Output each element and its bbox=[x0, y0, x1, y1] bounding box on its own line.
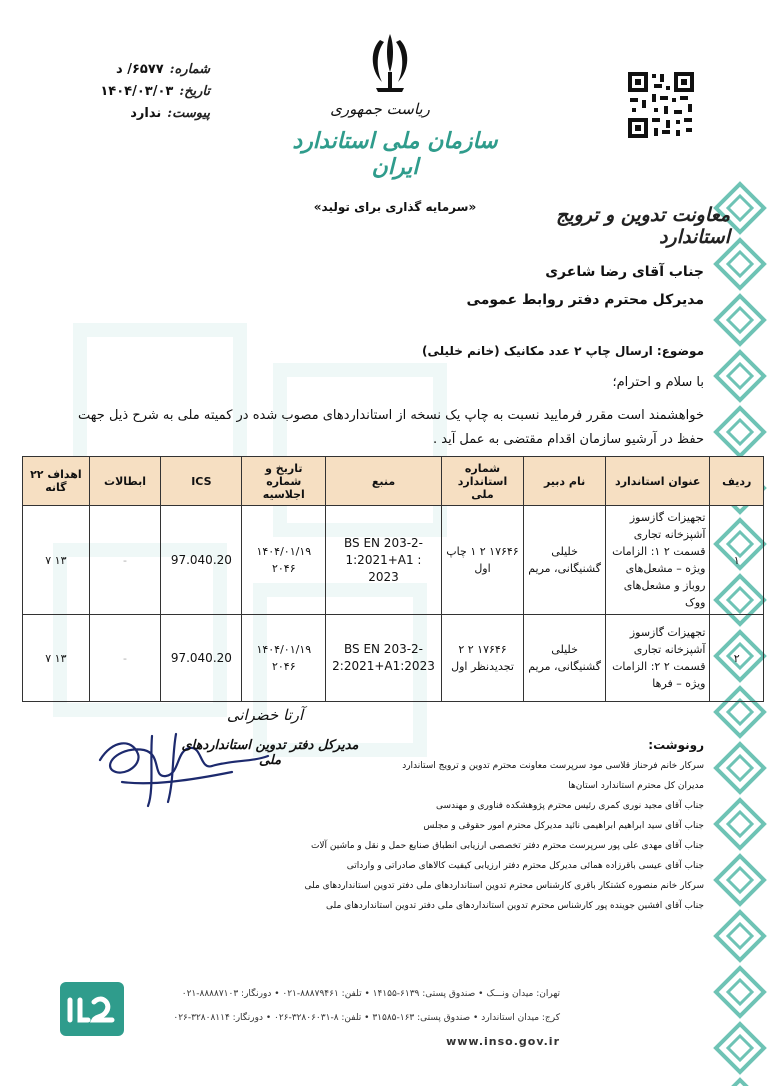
footer bbox=[40, 982, 560, 1054]
cell-goals: ۱۳ ۷ bbox=[23, 506, 90, 615]
cell-row: ۱ bbox=[710, 506, 764, 615]
cc-item: جناب آقای مهدی علی پور سرپرست محترم دفتر تخصصی ارزیابی انطباق صنایع حمل و نقل و ماشین آلات bbox=[310, 841, 704, 851]
cc-item: سرکار خانم فرحناز قلاسی مود سرپرست معاونت محترم تدوین و ترویج استاندارد bbox=[402, 761, 704, 771]
letter-date: ۱۴۰۴/۰۳/۰۳ bbox=[100, 84, 174, 99]
col-secretary: نام دبیر bbox=[524, 457, 606, 506]
table-row bbox=[23, 506, 764, 615]
cell-number: ۱۷۶۴۶ ۲ ۲ تجدیدنظر اول bbox=[441, 615, 523, 702]
col-title: عنوان استاندارد bbox=[605, 457, 710, 506]
cell-date: ۱۴۰۴/۰۱/۱۹ ۲۰۴۶ bbox=[242, 615, 326, 702]
cell-source: BS EN 203-2-1:2021+A1 : 2023 bbox=[326, 506, 442, 615]
addressee-title: مدیرکل محترم دفتر روابط عمومی bbox=[466, 292, 704, 308]
slogan: «سرمایه گذاری برای تولید» bbox=[313, 200, 477, 214]
letter-body: خواهشمند است مقرر فرمایید نسبت به چاپ یک نسخه از استانداردهای مصوب شده در کمیته ملی به شرح ذیل جهت حفظ در آرشیو سازمان اقدام مقتضی به عمل آید . bbox=[78, 408, 704, 447]
col-source: منبع bbox=[326, 457, 442, 506]
col-row: ردیف bbox=[710, 457, 764, 506]
cc-title: رونوشت: bbox=[648, 738, 704, 752]
signer-name: آرتا خضرانی bbox=[226, 706, 304, 724]
cell-number: ۱۷۶۴۶ ۲ ۱ چاپ اول bbox=[441, 506, 523, 615]
col-goals: اهداف ۲۲ گانه bbox=[23, 457, 90, 506]
table-header-row bbox=[23, 457, 764, 506]
cc-item: جناب آقای سید ابراهیم ابراهیمی نائید مدیرکل محترم امور حقوقی و مجلس bbox=[423, 821, 704, 831]
cell-row: ۲ bbox=[710, 615, 764, 702]
letter-number: ۶۵۷۷/ د bbox=[116, 62, 164, 77]
footer-karaj-address: کرج: میدان استاندارد • صندوق پستی: ۱۶۳-۳۱۵۸۵ • تلفن: ۸-۳۲۸۰۶۰۳۱-۰۲۶ • دورنگار: ۳۲۸۰۸۱۱۴-۰۲۶ bbox=[173, 1013, 560, 1023]
addressee bbox=[304, 258, 704, 314]
cell-date: ۱۴۰۴/۰۱/۱۹ ۲۰۴۶ bbox=[242, 506, 326, 615]
presidency-title: ریاست جمهوری bbox=[330, 100, 430, 118]
iran-emblem-icon bbox=[362, 30, 418, 100]
signer-title: مدیرکل دفتر تدوین استانداردهای ملی bbox=[181, 738, 359, 768]
col-cancels: ابطالات bbox=[89, 457, 161, 506]
cell-source: BS EN 203-2-2:2021+A1:2023 bbox=[326, 615, 442, 702]
footer-tehran-address: تهران: میدان ونـــک • صندوق پستی: ۶۱۳۹-۱۴۱۵۵ • تلفن: ۸۸۸۷۹۴۶۱-۰۲۱ • دورنگار: ۸۸۸۸۷۱۰۳-۰۲۱ bbox=[181, 989, 560, 999]
cell-secretary: خلیلی گشنیگانی، مریم bbox=[524, 615, 606, 702]
cc-item: جناب آقای افشین جوینده پور کارشناس محترم تدوین استانداردهای ملی دفتر تدوین استانداردهای ملی bbox=[326, 901, 704, 911]
footer-website-link[interactable]: www.inso.gov.ir bbox=[446, 1035, 560, 1048]
number-label: شماره: bbox=[169, 62, 210, 77]
cc-item: سرکار خانم منصوره کشتکار باقری کارشناس محترم تدوین استانداردهای ملی دفتر تدوین استانداردهای ملی bbox=[304, 881, 704, 891]
letter-subject: موضوع: ارسال چاپ ۲ عدد مکانیک (خانم خلیلی) bbox=[421, 344, 704, 358]
letter-meta bbox=[60, 62, 210, 128]
cell-goals: ۱۳ ۷ bbox=[23, 615, 90, 702]
cc-item: جناب آقای عیسی باقرزاده همائی مدیرکل محترم دفتر ارزیابی کیفیت کالاهای صادراتی و وارداتی bbox=[346, 861, 704, 871]
cell-cancels: - bbox=[89, 506, 161, 615]
standards-table bbox=[22, 456, 764, 702]
addressee-name: جناب آقای رضا شاعری bbox=[545, 264, 704, 280]
date-label: تاریخ: bbox=[179, 84, 210, 99]
table-row bbox=[23, 615, 764, 702]
col-ics: ICS bbox=[161, 457, 242, 506]
cell-title: تجهیزات گازسوز آشپزخانه تجاری قسمت ۲ ۱: الزامات ویژه – مشعل‌های روباز و مشعل‌های ووک bbox=[605, 506, 710, 615]
col-date: تاریخ و شماره اجلاسیه bbox=[242, 457, 326, 506]
cc-list bbox=[304, 738, 704, 916]
cell-cancels: - bbox=[89, 615, 161, 702]
letter-greeting: با سلام و احترام؛ bbox=[612, 375, 704, 390]
cc-item: جناب آقای مجید نوری کمری رئیس محترم پژوهشکده فناوری و مهندسی bbox=[435, 801, 704, 811]
cc-item: مدیران کل محترم استاندارد استان‌ها bbox=[568, 781, 704, 791]
deputy-title: معاونت تدوین و ترویج استاندارد bbox=[556, 204, 730, 248]
cell-title: تجهیزات گازسوز آشپزخانه تجاری قسمت ۲ ۲: الزامات ویژه – فرها bbox=[605, 615, 710, 702]
organization-name: سازمان ملی استاندارد ایران bbox=[292, 128, 498, 180]
attachment-value: ندارد bbox=[130, 106, 162, 121]
col-number: شماره استاندارد ملی bbox=[441, 457, 523, 506]
cell-ics: 97.040.20 bbox=[161, 506, 242, 615]
cell-secretary: خلیلی گشنیگانی، مریم bbox=[524, 506, 606, 615]
cell-ics: 97.040.20 bbox=[161, 615, 242, 702]
attachment-label: پیوست: bbox=[167, 106, 210, 121]
qr-code-icon bbox=[626, 70, 696, 140]
